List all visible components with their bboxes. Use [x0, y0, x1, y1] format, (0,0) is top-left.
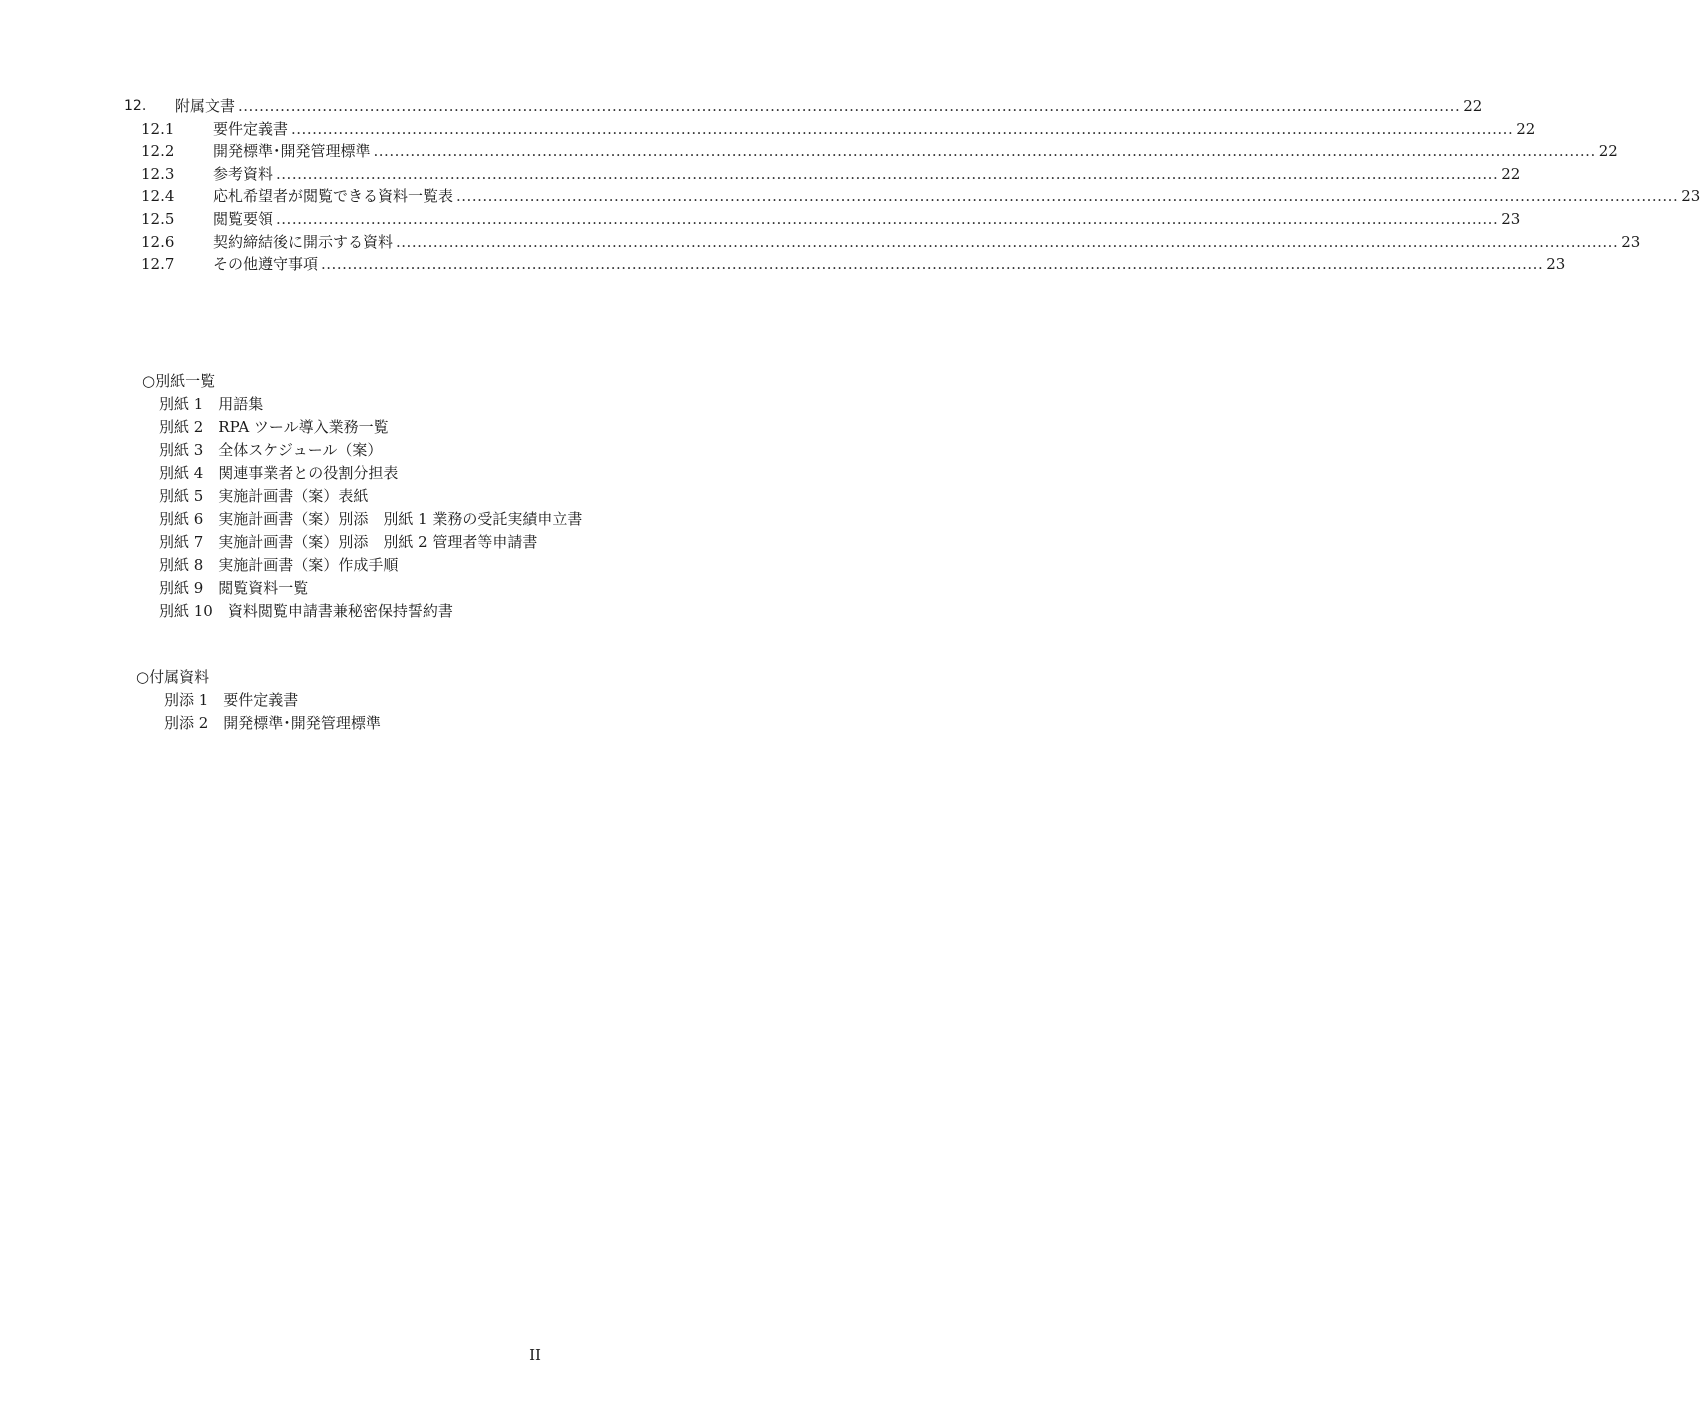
toc-sub-entry[interactable]	[0, 163, 1521, 186]
toc-sub-entry[interactable]	[0, 208, 1521, 231]
toc-sub-title: 閲覧要領	[213, 209, 274, 228]
supplements-section	[136, 666, 936, 735]
toc-sub-page: 22	[1516, 119, 1536, 138]
toc-leader-dots: ........................................................................................................................................................................................................................................	[238, 97, 1461, 115]
attachments-section	[142, 370, 942, 623]
toc-leader-dots: ........................................................................................................................................................................................................................................	[321, 255, 1544, 274]
toc-sub-number: 12.3	[141, 164, 175, 183]
toc-sub-entry[interactable]	[0, 253, 1566, 276]
toc-sub-entry[interactable]	[0, 118, 1536, 141]
supplement-item: 別添 2 開発標準･開発管理標準	[164, 714, 381, 732]
toc-sub-title: 応札希望者が閲覧できる資料一覧表	[213, 187, 454, 206]
toc-leader-dots: ........................................................................................................................................................................................................................................	[291, 119, 1514, 138]
toc-main-entry[interactable]	[0, 95, 1483, 118]
toc-sub-entry[interactable]	[0, 185, 1700, 208]
attachment-item: 別紙 1 用語集	[159, 395, 264, 413]
attachment-item: 別紙 10 資料閲覧申請書兼秘密保持誓約書	[159, 602, 453, 620]
toc-leader-dots: ........................................................................................................................................................................................................................................	[276, 164, 1499, 183]
toc-leader-dots: ........................................................................................................................................................................................................................................	[456, 187, 1679, 206]
toc-sub-number: 12.5	[141, 209, 175, 228]
supplements-heading: ○付属資料	[136, 668, 210, 686]
toc-sub-page: 22	[1501, 164, 1521, 183]
attachment-item: 別紙 6 実施計画書（案）別添 別紙 1 業務の受託実績申立書	[159, 510, 583, 528]
page-number: II	[529, 1346, 541, 1364]
toc-sub-number: 12.4	[141, 187, 175, 206]
toc-sub-title: 契約締結後に開示する資料	[213, 232, 394, 251]
toc-sub-number: 12.2	[141, 142, 175, 161]
attachment-item: 別紙 4 関連事業者との役割分担表	[159, 464, 399, 482]
attachment-item: 別紙 7 実施計画書（案）別添 別紙 2 管理者等申請書	[159, 533, 538, 551]
toc-sub-entry[interactable]	[0, 140, 1618, 163]
toc-sub-page: 23	[1546, 255, 1566, 274]
toc-sub-entry[interactable]	[0, 231, 1641, 254]
toc-sub-page: 22	[1598, 142, 1618, 161]
toc-leader-dots: ........................................................................................................................................................................................................................................	[276, 209, 1499, 228]
attachment-item: 別紙 2 RPA ツール導入業務一覧	[159, 418, 389, 436]
toc-sub-number: 12.7	[141, 255, 175, 274]
toc-main-number: 12.	[124, 98, 147, 114]
toc-main-title: 附属文書	[175, 97, 236, 115]
table-of-contents	[0, 95, 1700, 276]
toc-sub-page: 23	[1681, 187, 1700, 206]
supplement-item: 別添 1 要件定義書	[164, 691, 299, 709]
toc-sub-title: 参考資料	[213, 164, 274, 183]
toc-sub-page: 23	[1501, 209, 1521, 228]
toc-sub-number: 12.1	[141, 119, 175, 138]
attachment-item: 別紙 9 閲覧資料一覧	[159, 579, 309, 597]
toc-sub-title: その他遵守事項	[213, 255, 319, 274]
toc-leader-dots: ........................................................................................................................................................................................................................................	[373, 142, 1596, 161]
toc-sub-title: 開発標準･開発管理標準	[213, 142, 371, 161]
attachment-item: 別紙 8 実施計画書（案）作成手順	[159, 556, 399, 574]
toc-sub-page: 23	[1621, 232, 1641, 251]
toc-sub-title: 要件定義書	[213, 119, 289, 138]
toc-leader-dots: ........................................................................................................................................................................................................................................	[396, 232, 1619, 251]
attachment-item: 別紙 3 全体スケジュール（案）	[159, 441, 383, 459]
toc-sub-number: 12.6	[141, 232, 175, 251]
attachments-heading: ○別紙一覧	[142, 372, 216, 390]
toc-main-page: 22	[1463, 97, 1483, 115]
attachment-item: 別紙 5 実施計画書（案）表紙	[159, 487, 369, 505]
